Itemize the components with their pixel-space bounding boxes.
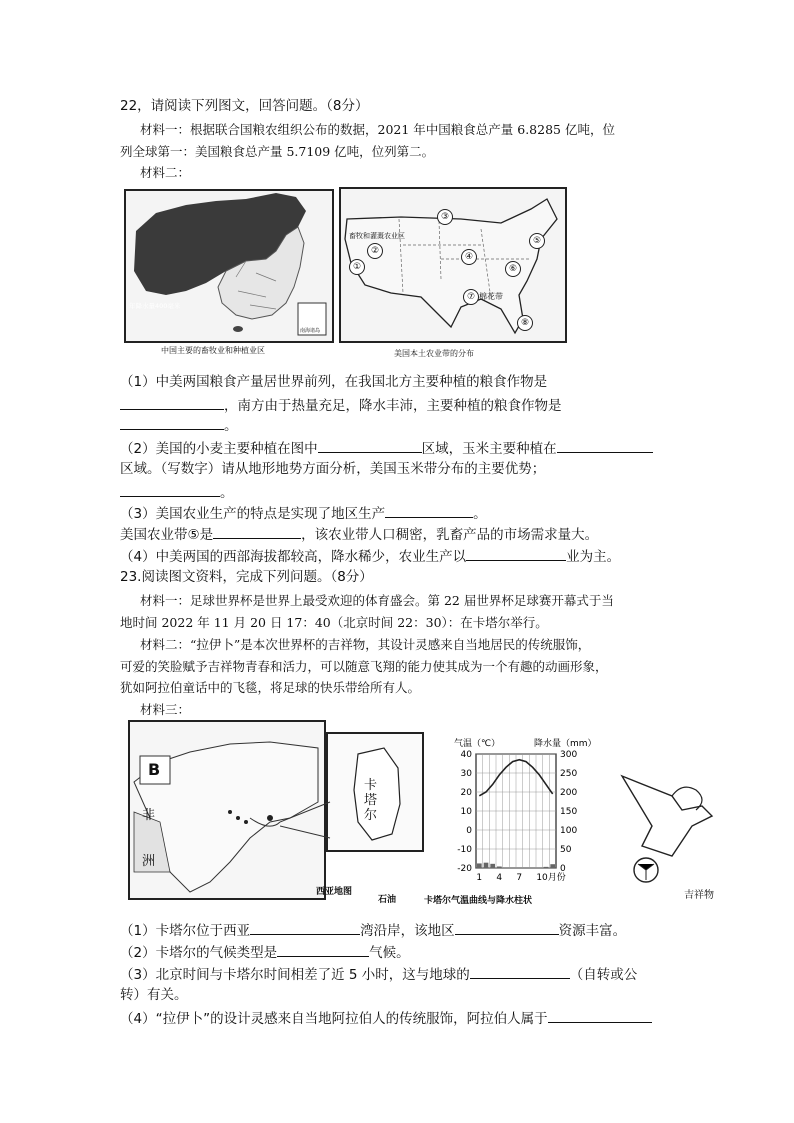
chart-x-tick-label: 7 — [516, 873, 523, 883]
q22-part1-line1: （1）中美两国粮食产量居世界前列，在我国北方主要种植的粮食作物是 — [120, 374, 548, 390]
q22-part1-text: ，南方由于热量充足，降水丰沛，主要种植的粮食作物是 — [224, 398, 562, 414]
q22-part4-text-a: （4）中美两国的西部海拔都较高，降水稀少，农业生产以 — [120, 549, 467, 565]
answer-blank[interactable] — [466, 546, 566, 561]
answer-blank[interactable] — [120, 395, 224, 410]
q22-part3-line2 — [120, 524, 598, 544]
q23-part2 — [120, 942, 410, 962]
q23-material1-line2: 地时间 2022 年 11 月 20 日 17：40（北京时间 22：30）：在卡塔尔举行。 — [120, 615, 548, 630]
q23-part1-text-a: （1）卡塔尔位于西亚 — [120, 923, 251, 939]
q22-part1-line2 — [120, 395, 562, 415]
precipitation-bar — [550, 864, 555, 868]
q22-part3-line1 — [120, 503, 487, 523]
qatar-climate-chart — [436, 732, 604, 884]
chart-left-tick-label: -10 — [457, 845, 472, 855]
answer-blank[interactable] — [250, 920, 360, 935]
chart-right-tick-label: 100 — [560, 826, 578, 836]
answer-blank[interactable] — [548, 1008, 652, 1023]
qatar-inset-map — [326, 732, 424, 852]
q23-part2-text-a: （2）卡塔尔的气候类型是 — [120, 945, 278, 961]
q23-title: 23.阅读图文资料，完成下列问题。（8分） — [120, 569, 373, 585]
us-map — [339, 187, 567, 343]
answer-blank[interactable] — [470, 964, 570, 979]
us-region-2: ② — [367, 243, 383, 259]
q22-part2-end: 。 — [220, 485, 234, 501]
us-region-3: ③ — [437, 209, 453, 225]
chart-left-tick-label: 10 — [460, 807, 472, 817]
q23-material3-label: 材料三： — [140, 702, 191, 717]
q23-material1-line1: 材料一：足球世界杯是世界上最受欢迎的体育盛会。第 22 届世界杯足球赛开幕式于当 — [140, 593, 614, 608]
us-map-caption: 美国本土农业带的分布 — [394, 349, 474, 358]
map-connector-lines — [280, 800, 340, 840]
answer-blank[interactable] — [557, 438, 653, 453]
chart-right-tick-label: 50 — [560, 845, 572, 855]
map-letter-b: B — [148, 760, 161, 779]
mascot-caption: 吉祥物 — [684, 890, 714, 901]
chart-right-tick-label: 300 — [560, 750, 578, 760]
chart-right-tick-label: 0 — [560, 864, 566, 874]
west-asia-caption: 西亚地图 — [316, 887, 353, 897]
climate-chart-caption: 卡塔尔气温曲线与降水柱状 — [424, 896, 533, 906]
chart-left-tick-label: -20 — [457, 864, 472, 874]
mascot-illustration — [612, 766, 722, 890]
us-region-1: ① — [349, 259, 365, 275]
q23-material2-line3: 犹如阿拉伯童话中的飞毯，将足球的快乐带给所有人。 — [120, 680, 421, 695]
china-inset-label: 南海诸岛 — [300, 328, 321, 334]
q22-title: 22，请阅读下列图文，回答问题。（8分） — [120, 98, 369, 114]
precipitation-bar — [477, 863, 482, 868]
china-rainfall-label: 年降水量400毫米 — [129, 302, 181, 310]
chart-left-tick-label: 30 — [460, 769, 472, 779]
precipitation-bar — [490, 864, 495, 868]
q22-part1-line3 — [120, 415, 238, 435]
q22-part2-line2: 区域。（写数字）请从地形地势方面分析，美国玉米带分布的主要优势； — [120, 461, 546, 477]
africa-label-1: 非 — [142, 808, 156, 823]
q23-part1-text-b: 湾沿岸，该地区 — [360, 923, 455, 939]
chart-right-tick-label: 200 — [560, 788, 578, 798]
answer-blank[interactable] — [385, 503, 473, 518]
q23-material2-line1: 材料二：“拉伊卜”是本次世界杯的吉祥物，其设计灵感来自当地居民的传统服饰， — [140, 637, 591, 652]
q23-part2-text-b: 气候。 — [369, 945, 410, 961]
q23-part4-text-a: （4）“拉伊卜”的设计灵感来自当地阿拉伯人的传统服饰，阿拉伯人属于 — [120, 1011, 548, 1027]
answer-blank[interactable] — [318, 438, 422, 453]
africa-label-2: 洲 — [142, 854, 156, 869]
us-region-6: ⑥ — [505, 261, 521, 277]
answer-blank[interactable] — [455, 920, 559, 935]
q22-part4-text-b: 业为主。 — [566, 549, 621, 565]
q23-part3-text-a: （3）北京时间与卡塔尔时间相差了近 5 小时，这与地球的 — [120, 967, 470, 983]
q23-part3-line2: 转）有关。 — [120, 987, 188, 1003]
answer-blank[interactable] — [277, 942, 369, 957]
precipitation-bar — [497, 866, 502, 868]
q22-part2-text-a: （2）美国的小麦主要种植在图中 — [120, 441, 318, 457]
q23-part4 — [120, 1008, 652, 1028]
q23-material2-line2: 可爱的笑脸赋予吉祥物青春和活力，可以随意飞翔的能力使其成为一个有趣的动画形象， — [120, 659, 608, 674]
us-pastoral-label: 畜牧和灌溉农业区 — [349, 232, 405, 240]
q22-part3-text-c: 美国农业带⑤是 — [120, 527, 214, 543]
china-map — [124, 189, 334, 343]
precipitation-bar — [484, 863, 489, 868]
answer-blank[interactable] — [120, 482, 220, 497]
us-region-4: ④ — [461, 249, 477, 265]
q22-part3-text-a: （3）美国农业生产的特点是实现了地区生产 — [120, 506, 386, 522]
q23-part1-text-c: 资源丰富。 — [558, 923, 627, 939]
answer-blank[interactable] — [213, 524, 301, 539]
chart-right-axis-label: 降水量（mm） — [534, 739, 597, 749]
q22-part3-text-d: ，该农业带人口稠密，乳畜产品的市场需求量大。 — [301, 527, 599, 543]
q22-material1-line2: 列全球第一：美国粮食总产量 5.7109 亿吨，位列第二。 — [120, 144, 435, 159]
qatar-label: 卡塔尔 — [364, 778, 378, 823]
q22-part2-text-b: 区域，玉米主要种植在 — [421, 441, 557, 457]
q23-part3-text-b: （自转或公 — [569, 967, 638, 983]
us-cotton-label: 棉花带 — [479, 292, 503, 301]
chart-left-axis-label: 气温（℃） — [454, 739, 501, 749]
q22-part3-end: 。 — [473, 506, 487, 522]
chart-x-tick-label: 4 — [496, 873, 503, 883]
us-region-7: ⑦ — [463, 289, 479, 305]
q22-part4 — [120, 546, 620, 566]
answer-blank[interactable] — [120, 415, 224, 430]
chart-left-tick-label: 20 — [460, 788, 472, 798]
chart-left-tick-label: 0 — [466, 826, 472, 836]
q22-material2-label: 材料二： — [140, 165, 191, 180]
chart-right-tick-label: 150 — [560, 807, 578, 817]
chart-x-tick-label: 10月份 — [536, 873, 566, 883]
chart-x-tick-label: 1 — [476, 873, 483, 883]
q23-part3-line1 — [120, 964, 637, 984]
q22-part2-line1 — [120, 438, 653, 458]
china-map-drawing — [126, 191, 332, 341]
us-region-5: ⑤ — [529, 233, 545, 249]
us-region-8: ⑧ — [517, 315, 533, 331]
q22-part1-end: 。 — [224, 418, 238, 434]
chart-right-tick-label: 250 — [560, 769, 578, 779]
precipitation-bar — [544, 867, 549, 868]
q22-part2-line3 — [120, 482, 234, 502]
q23-part1 — [120, 920, 626, 940]
chart-left-tick-label: 40 — [460, 750, 472, 760]
china-map-caption: 中国主要的畜牧业和种植业区 — [161, 346, 265, 355]
oil-legend-label: 石油 — [378, 895, 397, 905]
q22-material1-line1: 材料一：根据联合国粮农组织公布的数据，2021 年中国粮食总产量 6.8285 亿吨，位 — [140, 122, 615, 137]
